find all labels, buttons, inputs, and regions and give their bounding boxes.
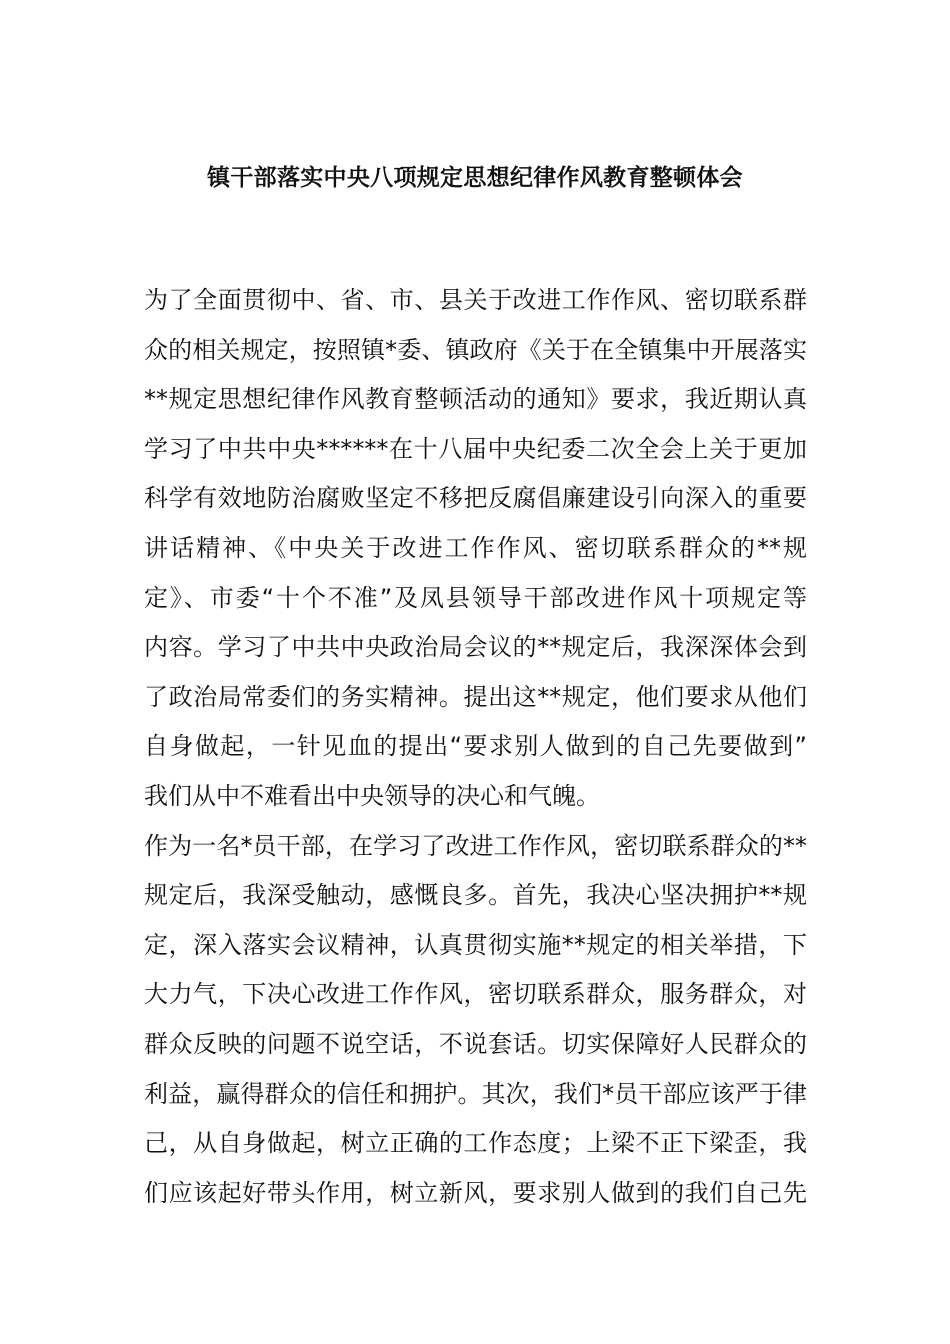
body-line: 为了全面贯彻中、省、市、县关于改进工作作风、密切联系群 bbox=[144, 286, 807, 314]
body-line: 我们从中不难看出中央领导的决心和气魄。 bbox=[144, 781, 600, 810]
body-line: 定》、市委“十个不准”及凤县领导干部改进作风十项规定等 bbox=[144, 583, 807, 612]
body-line: 众的相关规定，按照镇*委、镇政府《关于在全镇集中开展落实 bbox=[144, 335, 807, 364]
body-line: 内容。学习了中共中央政治局会议的**规定后，我深深体会到 bbox=[144, 633, 807, 662]
body-line: 定，深入落实会议精神，认真贯彻实施**规定的相关举措，下 bbox=[144, 930, 807, 959]
body-line: 利益，赢得群众的信任和拥护。其次，我们*员干部应该严于律 bbox=[144, 1079, 807, 1108]
document-body bbox=[144, 276, 807, 1218]
body-line: 讲话精神、《中央关于改进工作作风、密切联系群众的**规 bbox=[144, 533, 807, 562]
body-line: 规定后，我深受触动，感慨良多。首先，我决心坚决拥护**规 bbox=[144, 881, 807, 910]
body-line: 科学有效地防治腐败坚定不移把反腐倡廉建设引向深入的重要 bbox=[144, 484, 807, 513]
body-line: 作为一名*员干部，在学习了改进工作作风，密切联系群众的** bbox=[144, 831, 807, 860]
body-line: 大力气，下决心改进工作作风，密切联系群众，服务群众，对 bbox=[144, 980, 807, 1009]
body-line: 群众反映的问题不说空话，不说套话。切实保障好人民群众的 bbox=[144, 1029, 807, 1058]
body-line: 己，从自身做起，树立正确的工作态度；上梁不正下梁歪，我 bbox=[144, 1129, 807, 1158]
body-line: 自身做起，一针见血的提出“要求别人做到的自己先要做到” bbox=[144, 732, 807, 761]
body-line: 们应该起好带头作用，树立新风，要求别人做到的我们自己先 bbox=[144, 1178, 807, 1207]
body-line: 学习了中共中央******在十八届中央纪委二次全会上关于更加 bbox=[144, 434, 807, 463]
body-line: **规定思想纪律作风教育整顿活动的通知》要求，我近期认真 bbox=[144, 385, 807, 414]
document-title: 镇干部落实中央八项规定思想纪律作风教育整顿体会 bbox=[207, 165, 743, 191]
body-line: 了政治局常委们的务实精神。提出这**规定，他们要求从他们 bbox=[144, 682, 807, 711]
